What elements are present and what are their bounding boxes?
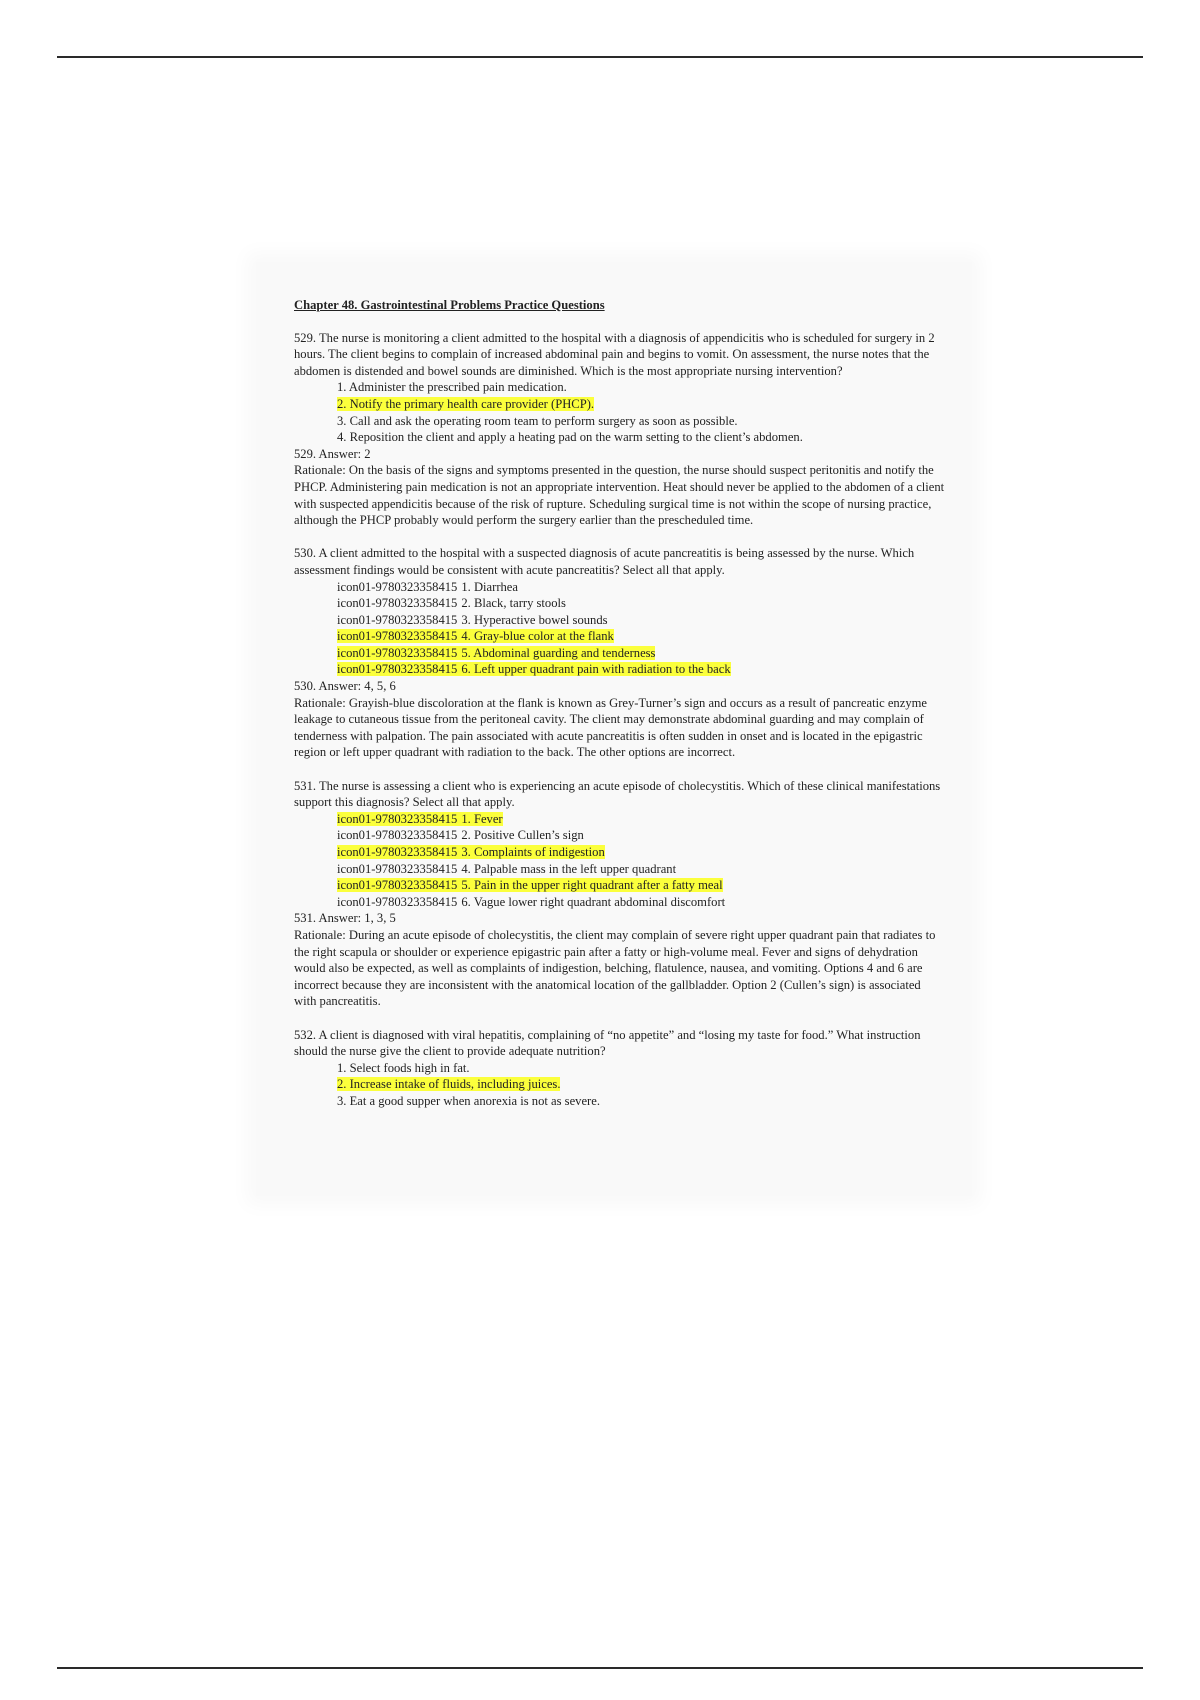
answer-option: icon01-9780323358415 3. Hyperactive bowel sounds — [337, 612, 608, 627]
question-stem: 530. A client admitted to the hospital with a suspected diagnosis of acute pancreatitis is being assessed by the nurse. Which assessment findings would be consistent with acute pancreatitis? Select all that apply. — [294, 546, 915, 577]
option-icon-code: icon01-9780323358415 — [337, 645, 458, 660]
document-body — [294, 297, 946, 1110]
option-icon-code: icon01-9780323358415 — [337, 861, 458, 876]
rationale: Rationale: On the basis of the signs and symptoms presented in the question, the nurse should suspect peritonitis and notify the PHCP. Administering pain medication is not an appropriate intervention. Heat should never be applied to the abdomen of a client with suspected appendicitis because of the risk of rupture. Scheduling surgical time is not within the scope of nursing practice, although the PHCP probably would perform the surgery earlier than the prescheduled time. — [294, 463, 945, 528]
answer-option-correct: 2. Increase intake of fluids, including juices. — [337, 1077, 561, 1092]
option-icon-code: icon01-9780323358415 — [337, 629, 458, 644]
option-icon-code: icon01-9780323358415 — [337, 878, 458, 893]
answer-option: 1. Administer the prescribed pain medication. — [337, 380, 567, 395]
answer-option-correct: icon01-9780323358415 4. Gray-blue color at the flank — [337, 629, 614, 644]
option-icon-code: icon01-9780323358415 — [337, 845, 458, 859]
answer-option: icon01-9780323358415 2. Black, tarry stools — [337, 596, 566, 611]
rationale: Rationale: During an acute episode of cholecystitis, the client may complain of severe right upper quadrant pain that radiates to the right scapula or shoulder or experience epigastric pain after a fatty or high-volume meal. Fever and signs of dehydration would also be expected, as well as complaints of indigestion, belching, flatulence, nausea, and vomiting. Options 4 and 6 are incorrect because they are inconsistent with the anatomical location of the gallbladder. Option 2 (Cullen’s sign) is associated with pancreatitis. — [294, 927, 936, 1009]
answer-option: 3. Call and ask the operating room team to perform surgery as soon as possible. — [337, 413, 738, 428]
answer-option: icon01-9780323358415 4. Palpable mass in the left upper quadrant — [337, 861, 677, 876]
answer-option: icon01-9780323358415 1. Diarrhea — [337, 579, 518, 594]
question-stem: 531. The nurse is assessing a client who is experiencing an acute episode of cholecystitis. Which of these clinical manifestations support this diagnosis? Select all that apply. — [294, 778, 941, 810]
option-icon-code: icon01-9780323358415 — [337, 828, 458, 843]
answer-option-correct: icon01-9780323358415 3. Complaints of indigestion — [337, 845, 605, 859]
answer-key: 529. Answer: 2 — [294, 446, 371, 461]
answer-key: 531. Answer: 1, 3, 5 — [294, 911, 396, 926]
answer-option-correct: icon01-9780323358415 5. Abdominal guarding and tenderness — [337, 645, 656, 660]
rationale: Rationale: Grayish-blue discoloration at the flank is known as Grey-Turner’s sign and occurs as a result of pancreatic enzyme leakage to cutaneous tissue from the peritoneal cavity. The client may demonstrate abdominal guarding and may complain of tenderness with palpation. The pain associated with acute pancreatitis is often sudden in onset and is located in the epigastric region or left upper quadrant with radiation to the back. The other options are incorrect. — [294, 695, 928, 760]
answer-option: 1. Select foods high in fat. — [337, 1060, 470, 1075]
option-icon-code: icon01-9780323358415 — [337, 596, 458, 611]
option-icon-code: icon01-9780323358415 — [337, 662, 458, 677]
option-icon-code: icon01-9780323358415 — [337, 579, 458, 594]
answer-option-correct: icon01-9780323358415 6. Left upper quadrant pain with radiation to the back — [337, 662, 731, 677]
option-icon-code: icon01-9780323358415 — [337, 811, 458, 826]
answer-option: icon01-9780323358415 2. Positive Cullen’s sign — [337, 828, 584, 843]
answer-option: icon01-9780323358415 6. Vague lower right quadrant abdominal discomfort — [337, 894, 726, 909]
option-icon-code: icon01-9780323358415 — [337, 894, 458, 909]
answer-option-correct: icon01-9780323358415 1. Fever — [337, 811, 503, 826]
bottom-rule — [57, 1667, 1143, 1669]
answer-key: 530. Answer: 4, 5, 6 — [294, 679, 396, 694]
answer-option: 4. Reposition the client and apply a heating pad on the warm setting to the client’s abdomen. — [337, 430, 803, 445]
chapter-title: Chapter 48. Gastrointestinal Problems Practice Questions — [294, 298, 605, 312]
top-rule — [57, 56, 1143, 58]
question-stem: 529. The nurse is monitoring a client admitted to the hospital with a diagnosis of appendicitis who is scheduled for surgery in 2 hours. The client begins to complain of increased abdominal pain and begins to vomit. On assessment, the nurse notes that the abdomen is distended and bowel sounds are diminished. Which is the most appropriate nursing intervention? — [294, 330, 935, 378]
option-icon-code: icon01-9780323358415 — [337, 612, 458, 627]
answer-option-correct: 2. Notify the primary health care provider (PHCP). — [337, 396, 595, 411]
question-stem: 532. A client is diagnosed with viral hepatitis, complaining of “no appetite” and “losing my taste for food.” What instruction should the nurse give the client to provide adequate nutrition? — [294, 1027, 921, 1059]
answer-option: 3. Eat a good supper when anorexia is not as severe. — [337, 1093, 600, 1108]
answer-option-correct: icon01-9780323358415 5. Pain in the upper right quadrant after a fatty meal — [337, 878, 723, 893]
